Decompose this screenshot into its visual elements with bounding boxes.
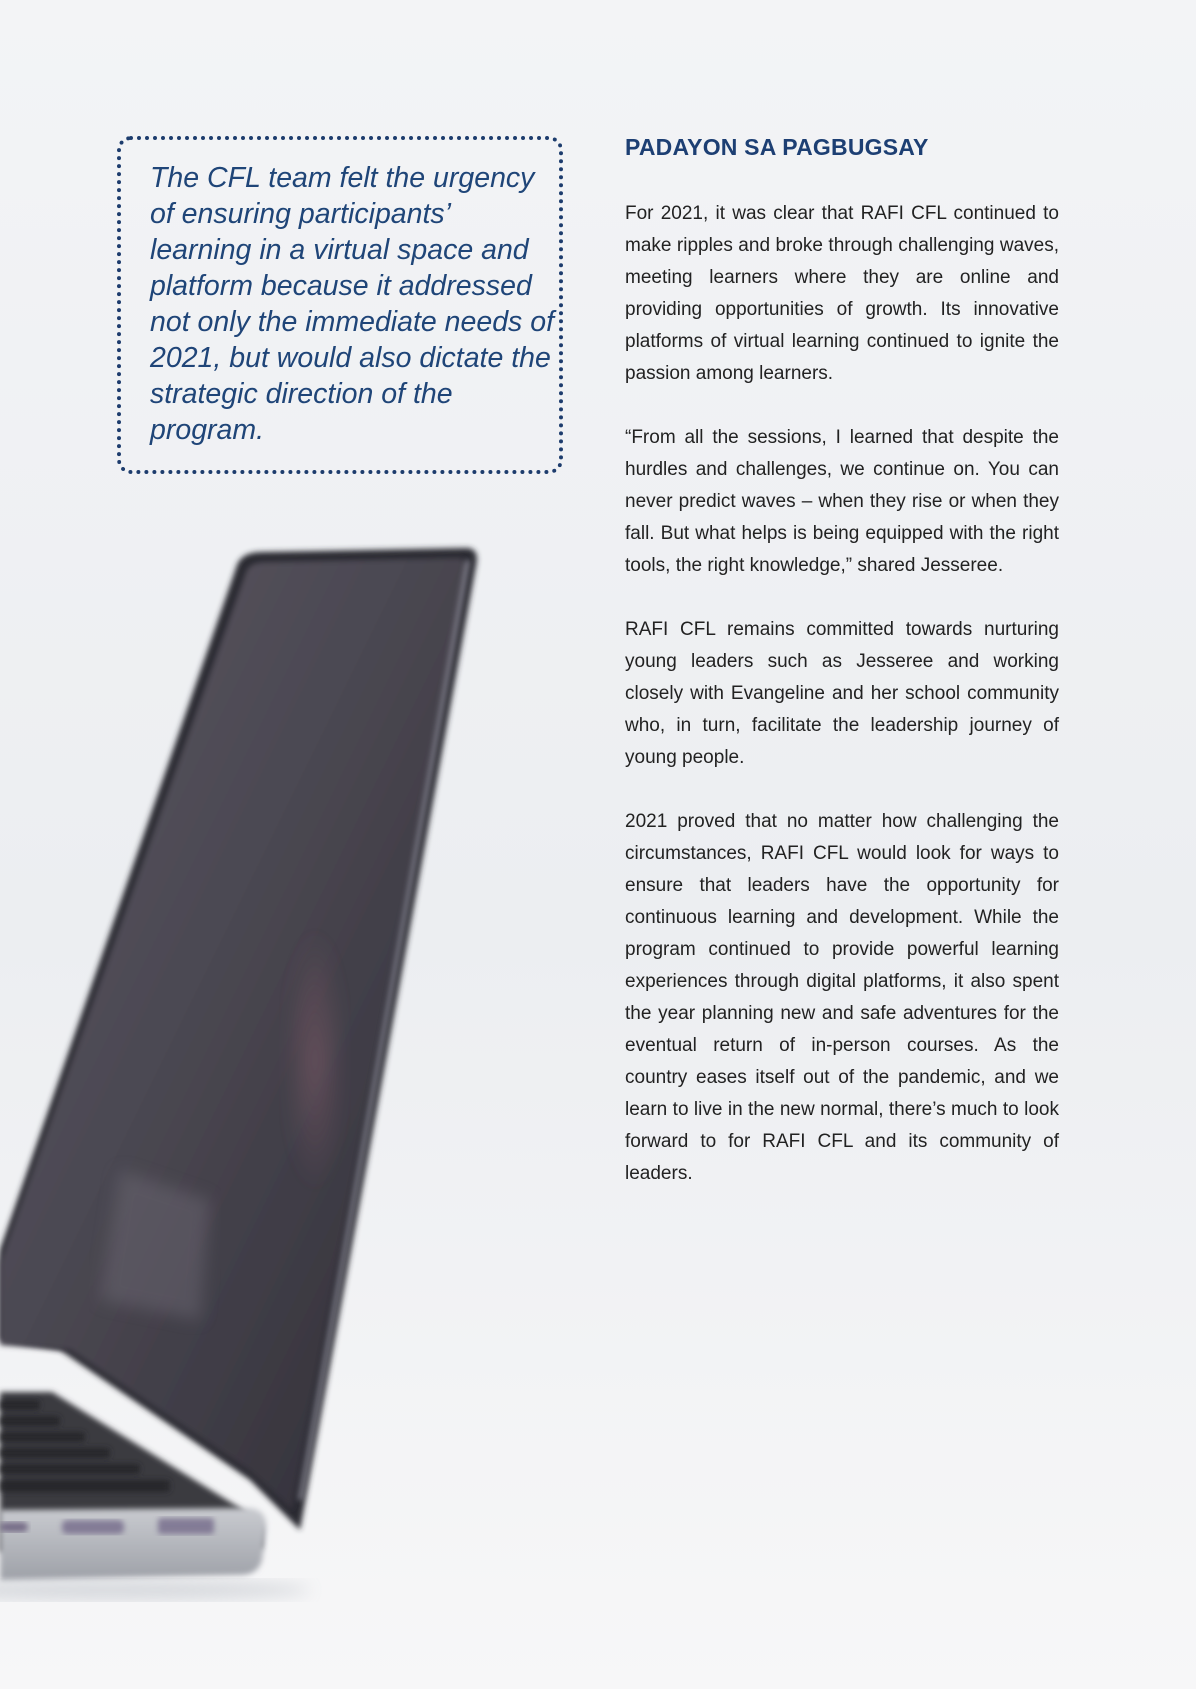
paragraph: “From all the sessions, I learned that despite the hurdles and challenges, we continue on. You can never predict waves – when they rise or when they fall. But what helps is being equipped with the right tools, the right knowledge,” shared Jesseree. (625, 427, 1059, 576)
paragraph: For 2021, it was clear that RAFI CFL continued to make ripples and broke through challenging waves, meeting learners where they are online and providing opportunities of growth. Its innovative platforms of virtual learning continued to ignite the passion among learners. (625, 203, 1059, 384)
article-body (625, 198, 1059, 1222)
paragraph: 2021 proved that no matter how challenging the circumstances, RAFI CFL would look for ways to ensure that leaders have the opportunity for continuous learning and development. While the program continued to provide powerful learning experiences through digital platforms, it also spent the year planning new and safe adventures for the eventual return of in-person courses. As the country eases itself out of the pandemic, and we learn to live in the new normal, there’s much to look forward to for RAFI CFL and its community of leaders. (625, 811, 1059, 1184)
section-heading: PADAYON SA PAGBUGSAY (625, 134, 929, 160)
pull-quote-text: The CFL team felt the urgency of ensuring participants’ learning in a virtual space and platform because it addressed not only the immediate needs of 2021, but would also dictate the strategic direction of the program. (150, 162, 554, 446)
paragraph: RAFI CFL remains committed towards nurturing young leaders such as Jesseree and working closely with Evangeline and her school community who, in turn, facilitate the leadership journey of young people. (625, 619, 1059, 768)
